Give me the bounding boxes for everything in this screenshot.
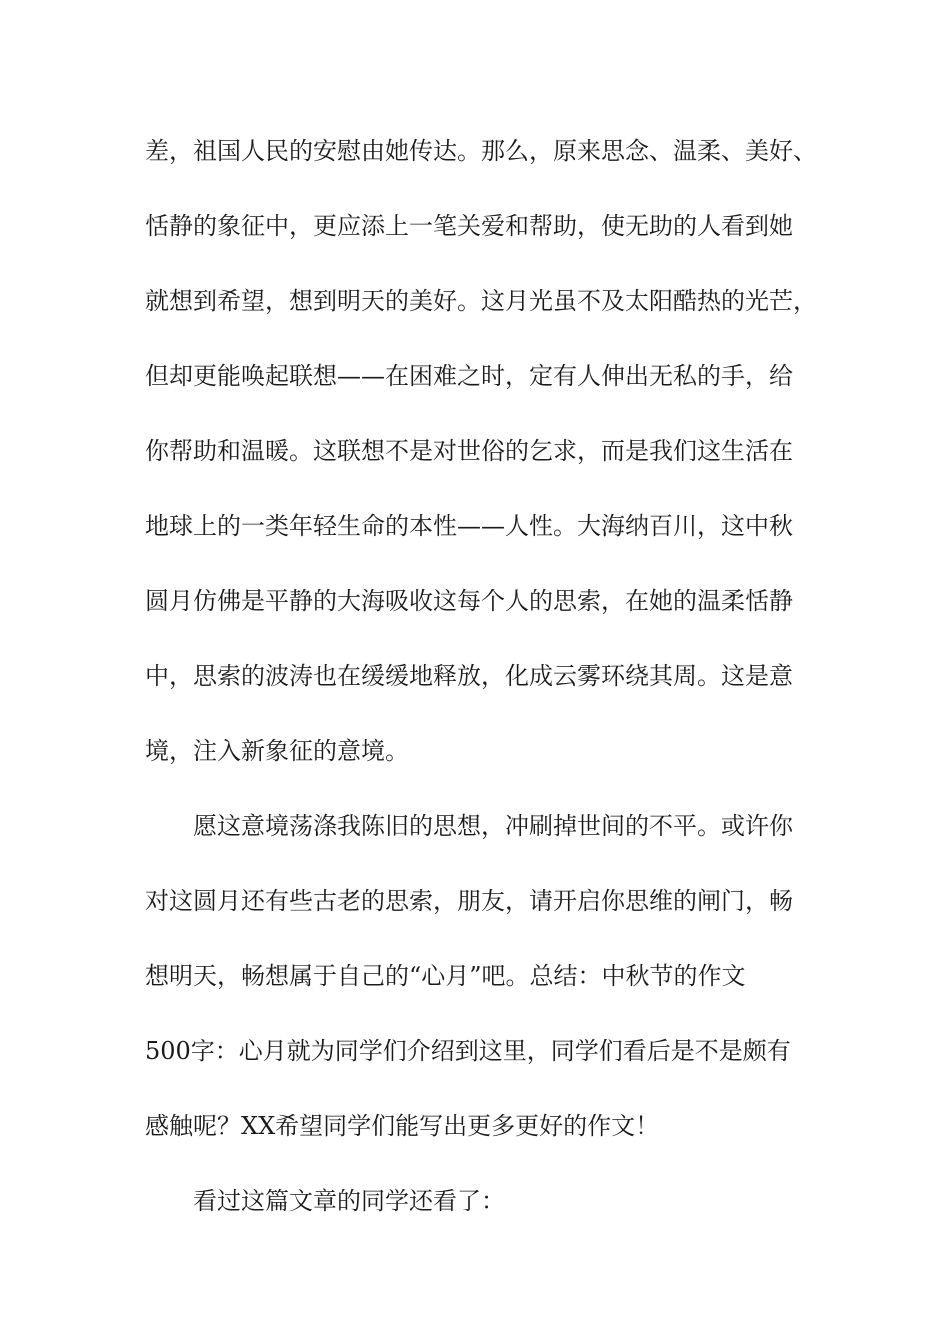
text-line: 恬静的象征中，更应添上一笔关爱和帮助，使无助的人看到她 [145,212,793,240]
related-articles-heading: 看过这篇文章的同学还看了： [193,1187,505,1215]
text-line: 感触呢？XX希望同学们能写出更多更好的作文！ [145,1112,660,1140]
text-line: 地球上的一类年轻生命的本性——人性。大海纳百川，这中秋 [145,512,793,540]
text-line: 你帮助和温暖。这联想不是对世俗的乞求，而是我们这生活在 [145,437,793,465]
text-line: 就想到希望，想到明天的美好。这月光虽不及太阳酷热的光芒， [145,287,817,315]
text-line: 圆月仿佛是平静的大海吸收这每个人的思索，在她的温柔恬静 [145,587,793,615]
text-line: 对这圆月还有些古老的思索，朋友，请开启你思维的闸门，畅 [145,887,793,915]
paragraph-first-line: 愿这意境荡涤我陈旧的思想，冲刷掉世间的不平。或许你 [193,812,793,840]
text-line: 想明天，畅想属于自己的“心月”吧。总结：中秋节的作文 [145,962,746,990]
text-line: 差，祖国人民的安慰由她传达。那么，原来思念、温柔、美好、 [145,137,817,165]
text-line: 中，思索的波涛也在缓缓地释放，化成云雾环绕其周。这是意 [145,662,793,690]
text-line: 境，注入新象征的意境。 [145,737,409,765]
text-line: 500字：心月就为同学们介绍到这里，同学们看后是不是颇有 [145,1037,791,1065]
text-line: 但却更能唤起联想——在困难之时，定有人伸出无私的手，给 [145,362,793,390]
